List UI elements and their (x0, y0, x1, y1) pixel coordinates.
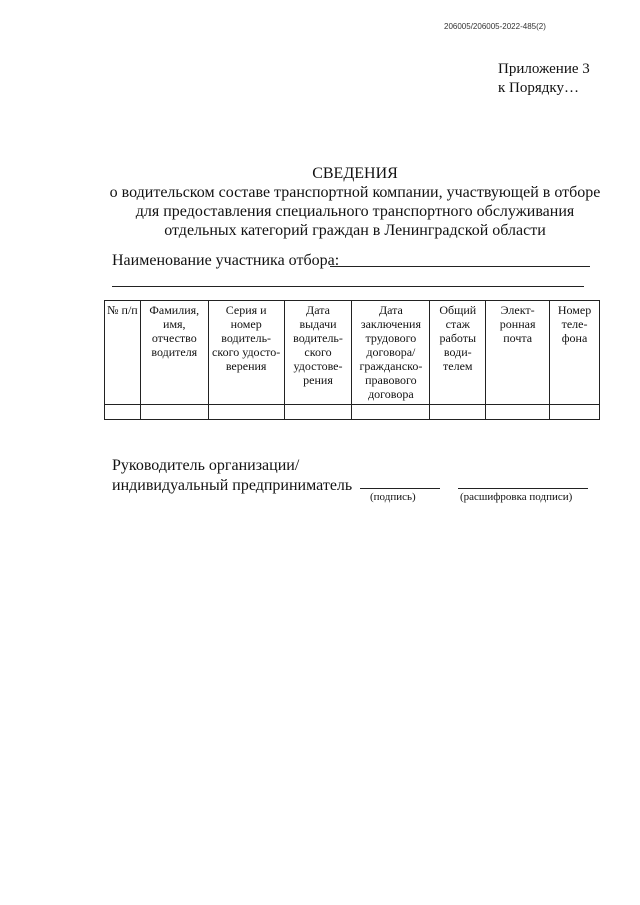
column-header-experience: Общий стаж работы води-телем (430, 301, 486, 405)
signer-line-1: Руководитель организации/ (112, 457, 300, 474)
table-cell[interactable] (352, 405, 430, 420)
table-header-row (105, 301, 600, 405)
table-cell[interactable] (284, 405, 352, 420)
signer-line-2: индивидуальный предприниматель (112, 477, 353, 494)
appendix-line-2: к Порядку… (498, 80, 579, 96)
title-line-1: о водительском составе транспортной компании, участвующей в отборе (109, 184, 601, 201)
signature-line[interactable] (360, 488, 440, 489)
column-header-number: № п/п (105, 301, 141, 405)
column-header-email: Элект-ронная почта (486, 301, 550, 405)
column-header-contract-date: Дата заключения трудового договора/ гражданско-правового договора (352, 301, 430, 405)
appendix-line-1: Приложение 3 (498, 61, 590, 77)
signature-decryption-caption: (расшифровка подписи) (460, 491, 573, 503)
title-line-2: для предоставления специального транспортного обслуживания (135, 203, 575, 220)
drivers-table (104, 300, 600, 420)
column-header-license-number: Серия и номер водитель-ского удосто-верения (208, 301, 284, 405)
column-header-full-name: Фамилия, имя, отчество водителя (140, 301, 208, 405)
table-cell[interactable] (140, 405, 208, 420)
participant-name-line[interactable] (330, 266, 590, 267)
appendix-note (498, 60, 590, 98)
table-cell[interactable] (486, 405, 550, 420)
signer-title (112, 456, 352, 496)
title-line-3: отдельных категорий граждан в Ленинградской области (164, 222, 546, 239)
signature-decryption-line[interactable] (458, 488, 588, 489)
table-cell[interactable] (208, 405, 284, 420)
table-cell[interactable] (430, 405, 486, 420)
column-header-phone: Номер теле-фона (550, 301, 600, 405)
participant-name-line-2[interactable] (112, 286, 584, 287)
document-id: 206005/206005-2022-485(2) (444, 22, 546, 31)
column-header-license-date: Дата выдачи водитель-ского удостове-рения (284, 301, 352, 405)
signature-caption: (подпись) (370, 491, 416, 503)
table-row (105, 405, 600, 420)
participant-label: Наименование участника отбора: (112, 252, 340, 269)
table-cell[interactable] (105, 405, 141, 420)
title-heading: СВЕДЕНИЯ (312, 165, 398, 182)
table-cell[interactable] (550, 405, 600, 420)
document-title (0, 164, 640, 240)
